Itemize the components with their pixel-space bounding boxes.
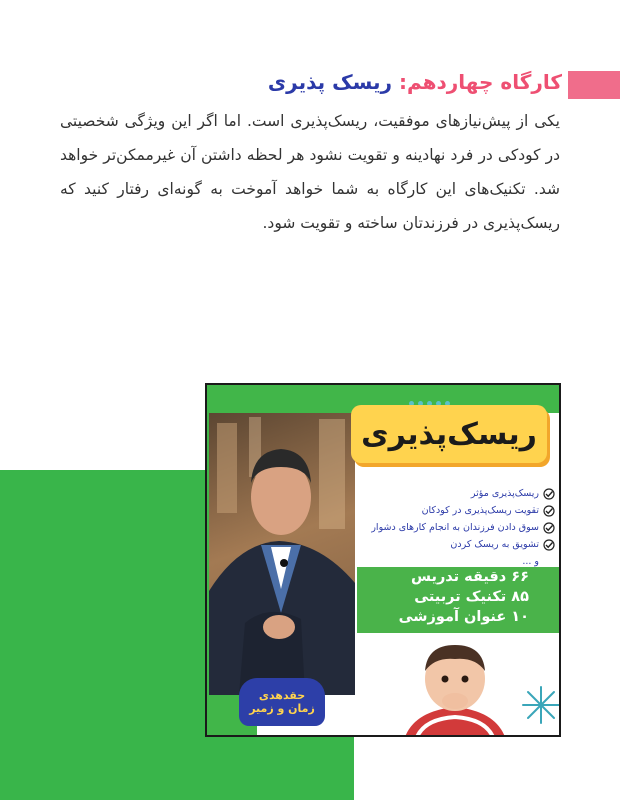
header-accent-bar [568, 71, 620, 99]
feature-checklist [355, 485, 555, 570]
spacer [543, 556, 555, 568]
intro-paragraph: یکی از پیش‌نیازهای موفقیت، ریسک‌پذیری است. اما اگر این ویژگی شخصیتی در کودکی در فرد نهادینه و تقویت نشود هر لحظه داشتن آن غیرممکن‌تر خواهد شد. تکنیک‌های این کارگاه به شما خواهد آموخت به گونه‌ای رفتار کنید که ریسک‌پذیری در فرزندتان ساخته و تقویت شود. [60, 112, 560, 232]
stat-topics: ۱۰ عنوان آموزشی [398, 609, 529, 625]
title-main: ریسک پذیری [267, 70, 392, 94]
decorative-burst-icon [521, 685, 561, 729]
checklist-text: تشویق به ریسک کردن [450, 539, 539, 550]
check-circle-icon [543, 505, 555, 517]
stat-teaching-time: ۶۶ دقیقه تدریس [411, 569, 529, 585]
check-circle-icon [543, 539, 555, 551]
list-item [355, 519, 555, 536]
page-title [268, 70, 562, 94]
checklist-text: سوق دادن فرزندان به انجام کارهای دشوار [371, 522, 539, 533]
list-item [355, 536, 555, 553]
list-item [355, 485, 555, 502]
stats-band [357, 567, 559, 633]
brand-logo [239, 678, 325, 726]
logo-line-2: زمان و زمیر [249, 702, 315, 715]
child-photo [395, 635, 515, 737]
logo-line-1: حقدهدی [258, 689, 306, 702]
checklist-text: تقویت ریسک‌پذیری در کودکان [421, 505, 539, 516]
presenter-photo [209, 413, 355, 695]
check-circle-icon [543, 522, 555, 534]
checklist-text: ریسک‌پذیری مؤثر [470, 488, 539, 499]
poster-title-box [351, 405, 547, 463]
check-circle-icon [543, 488, 555, 500]
child-illustration [395, 635, 515, 737]
checklist-text: و ... [522, 556, 539, 567]
poster-title: ریسک‌پذیری [361, 416, 537, 452]
title-prefix: کارگاه چهاردهم: [398, 70, 562, 94]
presenter-illustration [209, 413, 355, 695]
list-item [355, 502, 555, 519]
workshop-poster [205, 383, 561, 737]
stat-techniques: ۸۵ تکنیک تربیتی [414, 589, 529, 605]
